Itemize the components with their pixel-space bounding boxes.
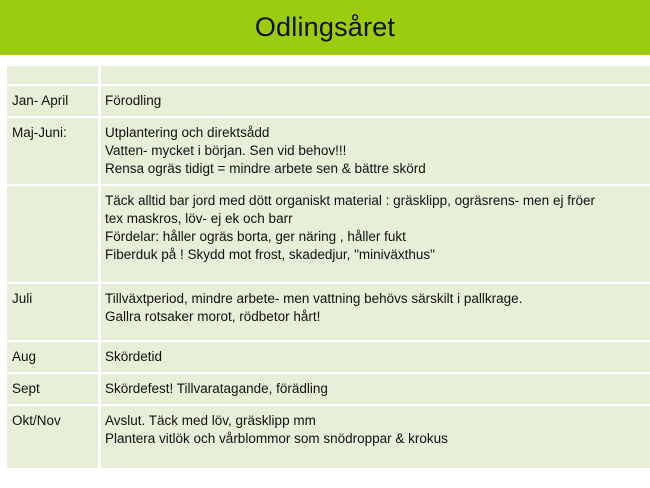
period-cell: Jan- April (7, 86, 101, 116)
activity-cell (101, 284, 650, 340)
schedule-table (7, 64, 650, 470)
activity-cell (101, 406, 650, 468)
table-row (7, 284, 650, 340)
period-cell (7, 186, 101, 282)
table-row (7, 118, 650, 184)
activity-line: Fiberduk på ! Skydd mot frost, skadedjur, "miniväxthus" (105, 247, 435, 262)
schedule-table-wrapper (7, 64, 650, 482)
activity-line: Förodling (105, 93, 162, 108)
header-cell-activity (101, 66, 650, 84)
activity-line: Fördelar: håller ogräs borta, ger näring , håller fukt (105, 229, 406, 244)
header-cell-period (7, 66, 101, 84)
table-row (7, 186, 650, 282)
activity-line: Utplantering och direktsådd (105, 125, 270, 140)
table-row (7, 406, 650, 468)
table-row (7, 374, 650, 404)
activity-line: Tillväxtperiod, mindre arbete- men vattning behövs särskilt i pallkrage. (105, 291, 523, 306)
period-cell: Okt/Nov (7, 406, 101, 468)
activity-line: Rensa ogräs tidigt = mindre arbete sen & bättre skörd (105, 161, 426, 176)
period-cell: Maj-Juni: (7, 118, 101, 184)
activity-cell (101, 374, 650, 404)
activity-cell (101, 342, 650, 372)
period-cell: Juli (7, 284, 101, 340)
activity-line: Skördefest! Tillvaratagande, förädling (105, 381, 328, 396)
activity-line: Avslut. Täck med löv, gräsklipp mm (105, 413, 316, 428)
table-row (7, 342, 650, 372)
activity-line: Skördetid (105, 349, 163, 364)
activity-line: Plantera vitlök och vårblommor som snödroppar & krokus (105, 431, 448, 446)
activity-line: Vatten- mycket i början. Sen vid behov!!! (105, 143, 347, 158)
activity-cell (101, 118, 650, 184)
activity-line: Täck alltid bar jord med dött organiskt material : gräsklipp, ogräsrens- men ej fröer (105, 193, 595, 208)
page-title: Odlingsåret (254, 12, 396, 42)
activity-line: Gallra rotsaker morot, rödbetor hårt! (105, 309, 321, 324)
schedule-table-body (7, 66, 650, 468)
table-row (7, 86, 650, 116)
title-bar (0, 0, 650, 55)
activity-line: tex maskros, löv- ej ek och barr (105, 211, 293, 226)
period-cell: Sept (7, 374, 101, 404)
activity-cell (101, 86, 650, 116)
table-header-row (7, 66, 650, 84)
activity-cell (101, 186, 650, 282)
period-cell: Aug (7, 342, 101, 372)
